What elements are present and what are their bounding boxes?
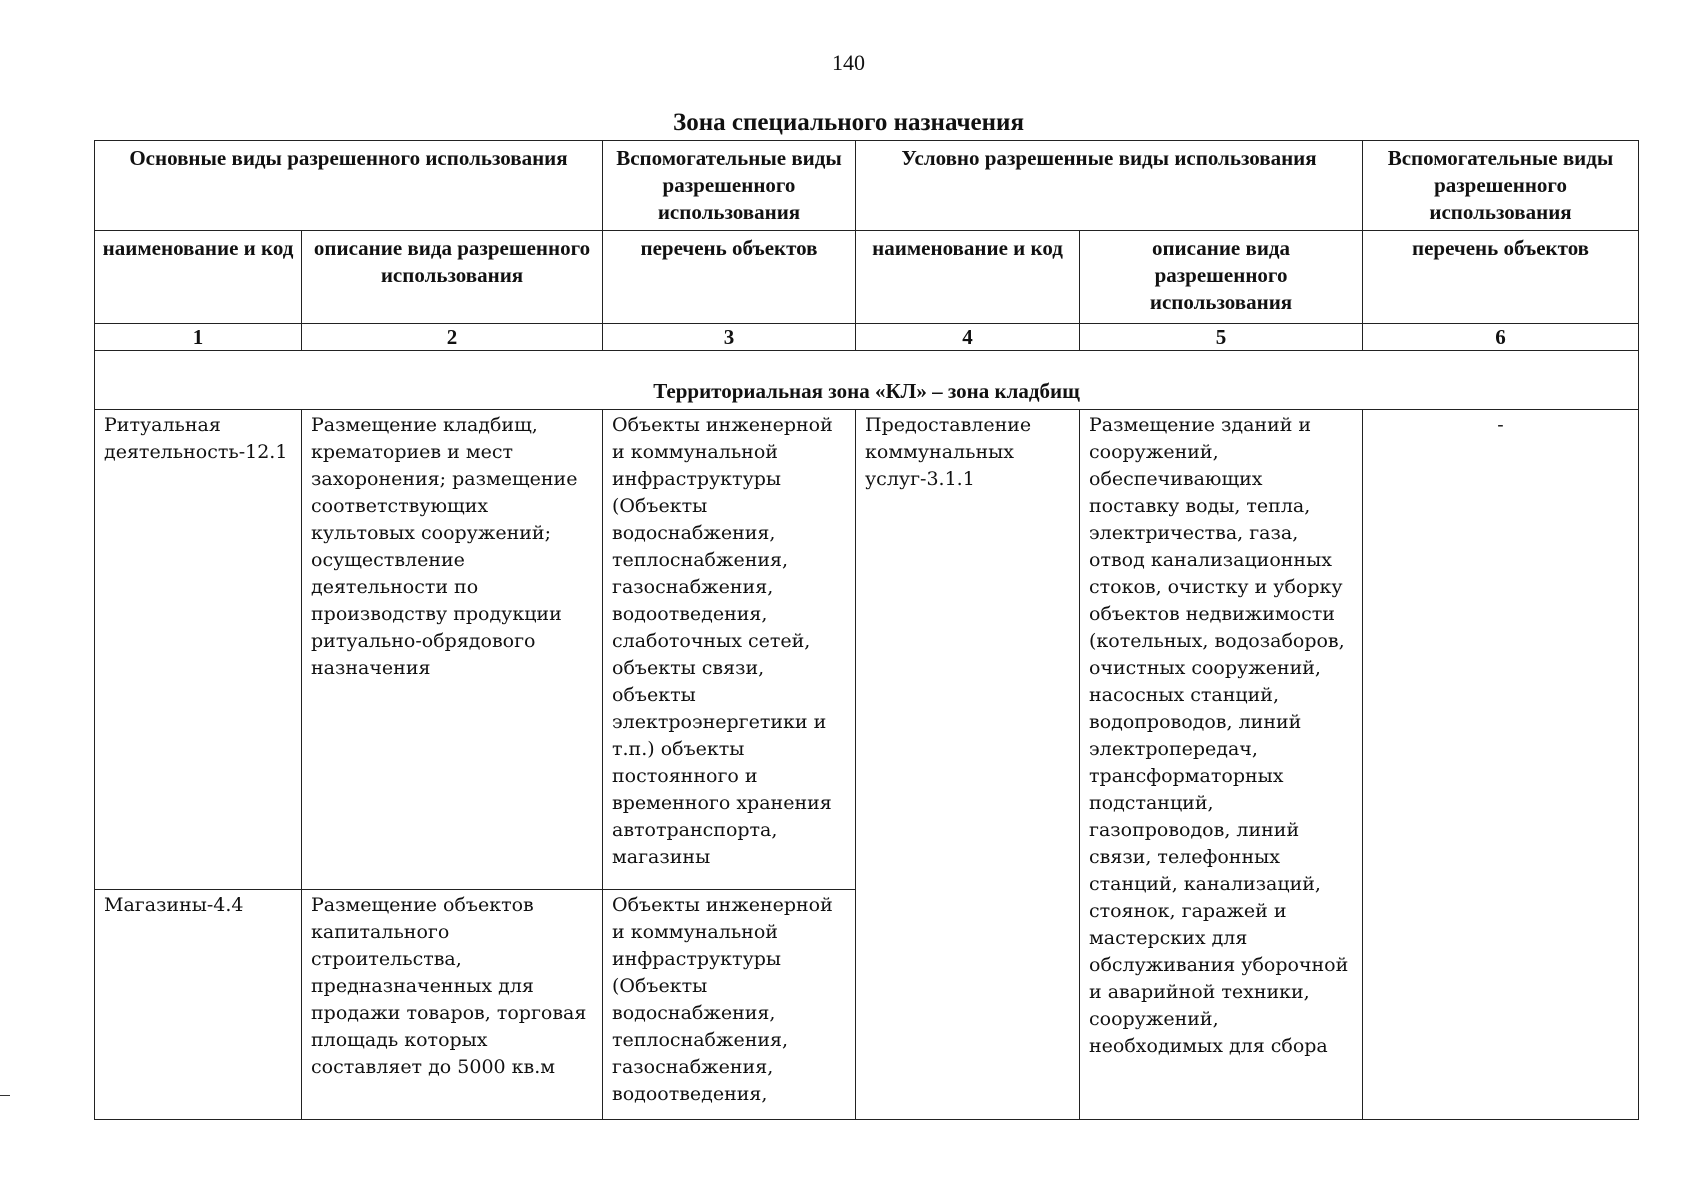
header-name-code: наименование и код <box>95 231 302 324</box>
column-number: 3 <box>603 324 856 351</box>
page-number: 140 <box>832 50 865 75</box>
conditional-aux-objects: - <box>1363 410 1639 1120</box>
conditional-use-description-text: Размещение зданий и сооружений, обеспечивающих поставку воды, тепла, электричества, газа, отвод канализационных стоков, очистку и уборку объектов недвижимости (котельных, водозаборов, очистных сооружений, насосных станций, водопроводов, линий электропередач, трансформаторных подстанций, газопроводов, линий связи, телефонных станций, канализаций, стоянок, гаражей и мастерских для обслуживания уборочной и аварийной техники, сооружений, необходимых для сбора <box>1089 414 1349 1057</box>
aux-objects-list-text: Объекты инженерной и коммунальной инфраструктуры (Объекты водоснабжения, теплоснабжения, газоснабжения, водоотведения, <box>612 894 833 1105</box>
zone-title-row <box>95 351 1639 410</box>
header-objects-list-2: перечень объектов <box>1363 231 1639 324</box>
conditional-use-description <box>1080 410 1363 1120</box>
column-number: 1 <box>95 324 302 351</box>
header-name-code-2: наименование и код <box>856 231 1080 324</box>
zone-title: Территориальная зона «КЛ» – зона кладбищ <box>95 351 1639 410</box>
header-description: описание вида разрешенного использования <box>302 231 603 324</box>
header-main-uses: Основные виды разрешенного использования <box>95 141 603 231</box>
header-group-row <box>95 141 1639 231</box>
use-name-code: Магазины-4.4 <box>95 890 302 1120</box>
header-description-2: описание вида разрешенного использования <box>1080 231 1363 324</box>
use-description: Размещение объектов капитального строительства, предназначенных для продажи товаров, торговая площадь которых составляет до 5000 кв.м <box>302 890 603 1120</box>
conditional-use-name-code: Предоставление коммунальных услуг-3.1.1 <box>856 410 1080 1120</box>
header-objects-list: перечень объектов <box>603 231 856 324</box>
margin-mark <box>0 1095 10 1096</box>
header-aux-uses: Вспомогательные виды разрешенного использования <box>603 141 856 231</box>
header-conditional-uses: Условно разрешенные виды использования <box>856 141 1363 231</box>
header-subcolumn-row <box>95 231 1639 324</box>
column-number: 6 <box>1363 324 1639 351</box>
page-title: Зона специального назначения <box>673 109 1024 136</box>
aux-objects-list: Объекты инженерной и коммунальной инфраструктуры (Объекты водоснабжения, теплоснабжения, газоснабжения, водоотведения, слаботочных сетей, объекты связи, объекты электроэнергетики и т.п.) объекты постоянного и временного хранения автотранспорта, магазины <box>603 410 856 890</box>
use-name-code: Ритуальная деятельность-12.1 <box>95 410 302 890</box>
column-number: 2 <box>302 324 603 351</box>
column-number: 4 <box>856 324 1080 351</box>
use-description: Размещение кладбищ, крематориев и мест захоронения; размещение соответствующих культовых сооружений; осуществление деятельности по производству продукции ритуально-обрядового назначения <box>302 410 603 890</box>
aux-objects-list <box>603 890 856 1120</box>
column-number-row <box>95 324 1639 351</box>
table-row <box>95 410 1639 890</box>
header-aux-uses-2: Вспомогательные виды разрешенного использования <box>1363 141 1639 231</box>
zoning-table <box>94 140 1639 1120</box>
column-number: 5 <box>1080 324 1363 351</box>
